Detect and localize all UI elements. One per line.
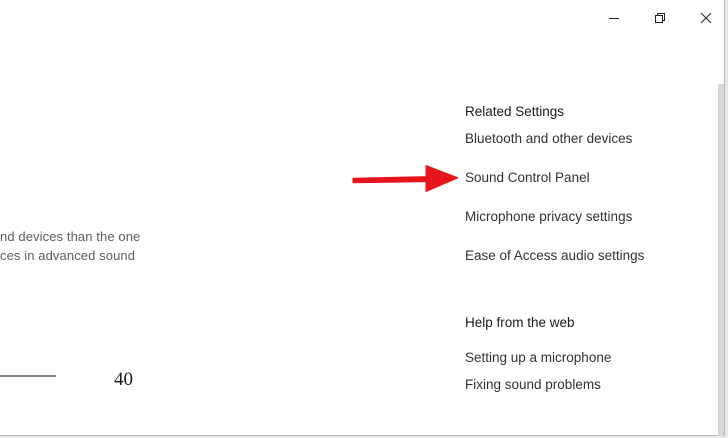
ease-of-access-audio-link[interactable]: Ease of Access audio settings bbox=[465, 248, 645, 263]
setting-up-microphone-link[interactable]: Setting up a microphone bbox=[465, 350, 612, 365]
fixing-sound-problems-link[interactable]: Fixing sound problems bbox=[465, 377, 601, 392]
restore-icon bbox=[654, 12, 666, 24]
description-text-line-2: ces in advanced sound bbox=[0, 248, 136, 263]
help-from-web-heading: Help from the web bbox=[465, 315, 575, 330]
close-button[interactable] bbox=[683, 4, 728, 32]
sound-control-panel-link[interactable]: Sound Control Panel bbox=[465, 170, 590, 185]
restore-button[interactable] bbox=[637, 4, 683, 32]
red-arrow-icon bbox=[350, 162, 460, 196]
microphone-privacy-link[interactable]: Microphone privacy settings bbox=[465, 209, 633, 224]
close-icon bbox=[700, 12, 712, 24]
vertical-scrollbar[interactable] bbox=[718, 84, 724, 436]
bluetooth-devices-link[interactable]: Bluetooth and other devices bbox=[465, 131, 633, 146]
volume-slider-track[interactable] bbox=[0, 375, 56, 377]
volume-value: 40 bbox=[114, 369, 133, 390]
related-settings-heading: Related Settings bbox=[465, 104, 565, 119]
minimize-icon bbox=[608, 12, 620, 24]
minimize-button[interactable] bbox=[591, 4, 637, 32]
description-text-line-1: nd devices than the one bbox=[0, 229, 141, 244]
